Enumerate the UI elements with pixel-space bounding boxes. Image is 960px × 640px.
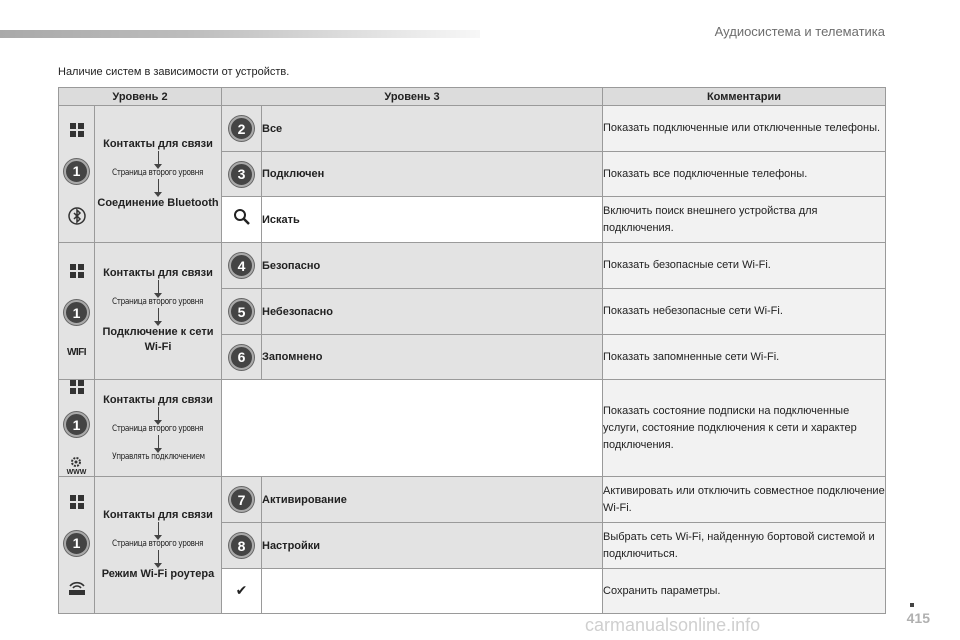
step-badge: 6 — [229, 345, 254, 370]
level2-final: Режим Wi-Fi роутера — [101, 567, 215, 580]
level3-label: Настройки — [262, 523, 603, 569]
wifi-icon: WIFI — [66, 347, 87, 358]
level2-subpage: Страница второго уровня — [112, 538, 204, 549]
col-header-comments: Комментарии — [603, 88, 886, 106]
level2-subpage: Страница второго уровня — [112, 424, 204, 434]
page-marker — [910, 603, 914, 607]
level3-label: Небезопасно — [262, 289, 603, 335]
comment-cell: Активировать или отключить совместное подключение Wi-Fi. — [603, 477, 886, 523]
hotspot-icon — [67, 578, 87, 596]
step-badge: 1 — [64, 159, 89, 184]
level2-title: Контакты для связи — [103, 508, 213, 521]
comment-cell: Показать небезопасные сети Wi-Fi. — [603, 289, 886, 335]
intro-text: Наличие систем в зависимости от устройств. — [58, 66, 290, 78]
down-arrow-icon — [158, 435, 159, 449]
level1-cell — [59, 477, 95, 614]
level2-subpage: Страница второго уровня — [112, 167, 204, 178]
grid-icon — [70, 123, 84, 137]
level1-cell — [59, 380, 95, 477]
step-badge: 2 — [229, 116, 254, 141]
search-icon — [233, 208, 251, 226]
down-arrow-icon — [158, 407, 159, 421]
level3-label: Активирование — [262, 477, 603, 523]
down-arrow-icon — [158, 179, 159, 193]
col-header-level3: Уровень 3 — [222, 88, 603, 106]
level2-final: Соединение Bluetooth — [97, 196, 219, 209]
step-badge: 5 — [229, 299, 254, 324]
down-arrow-icon — [158, 550, 159, 564]
gear-icon — [69, 455, 83, 469]
step-badge: 7 — [229, 487, 254, 512]
www-label: WWW — [66, 469, 87, 476]
step-badge: 1 — [64, 531, 89, 556]
comment-cell: Показать состояние подписки на подключенные услуги, состояние подключения к сети и характер подключения. — [603, 380, 886, 477]
step-badge: 8 — [229, 533, 254, 558]
col-header-level2: Уровень 2 — [59, 88, 222, 106]
step-badge: 3 — [229, 162, 254, 187]
page-number: 415 — [906, 610, 930, 626]
down-arrow-icon — [158, 280, 159, 294]
watermark: carmanualsonline.info — [585, 615, 761, 635]
down-arrow-icon — [158, 308, 159, 322]
gear-www-icon — [67, 455, 87, 476]
levels-table — [58, 87, 886, 614]
down-arrow-icon — [158, 151, 159, 165]
level3-empty — [222, 380, 603, 477]
level3-label: Безопасно — [262, 243, 603, 289]
down-arrow-icon — [158, 522, 159, 536]
comment-cell: Показать безопасные сети Wi-Fi. — [603, 243, 886, 289]
level2-subpage: Страница второго уровня — [112, 297, 204, 307]
comment-cell: Показать все подключенные телефоны. — [603, 152, 886, 197]
step-badge: 4 — [229, 253, 254, 278]
level2-title: Контакты для связи — [103, 267, 213, 279]
level3-label — [262, 569, 603, 614]
level1-cell — [59, 243, 95, 380]
level2-final: Подключение к сети Wi-Fi — [102, 326, 214, 353]
level2-cell — [95, 380, 222, 477]
level2-cell — [95, 243, 222, 380]
comment-cell: Выбрать сеть Wi-Fi, найденную бортовой системой и подключиться. — [603, 523, 886, 569]
level3-label: Все — [262, 106, 603, 152]
check-icon: ✔ — [235, 582, 248, 598]
level3-label: Искать — [262, 197, 603, 243]
grid-icon — [70, 380, 84, 394]
grid-icon — [70, 495, 84, 509]
comment-cell: Показать подключенные или отключенные телефоны. — [603, 106, 886, 152]
level2-title: Контакты для связи — [103, 137, 213, 150]
comment-cell: Показать запомненные сети Wi-Fi. — [603, 335, 886, 380]
comment-cell: Включить поиск внешнего устройства для подключения. — [603, 197, 886, 243]
level1-cell — [59, 106, 95, 243]
header-bar — [0, 30, 480, 38]
level3-label: Подключен — [262, 152, 603, 197]
level2-final: Управлять подключением — [111, 452, 205, 462]
grid-icon — [70, 264, 84, 278]
level2-cell — [95, 477, 222, 614]
level2-cell — [95, 106, 222, 243]
bluetooth-icon — [67, 206, 87, 226]
step-badge: 1 — [64, 300, 89, 325]
step-badge: 1 — [64, 412, 89, 437]
level3-label: Запомнено — [262, 335, 603, 380]
level2-title: Контакты для связи — [103, 394, 213, 406]
section-title: Аудиосистема и телематика — [714, 24, 885, 39]
comment-cell: Сохранить параметры. — [603, 569, 886, 614]
